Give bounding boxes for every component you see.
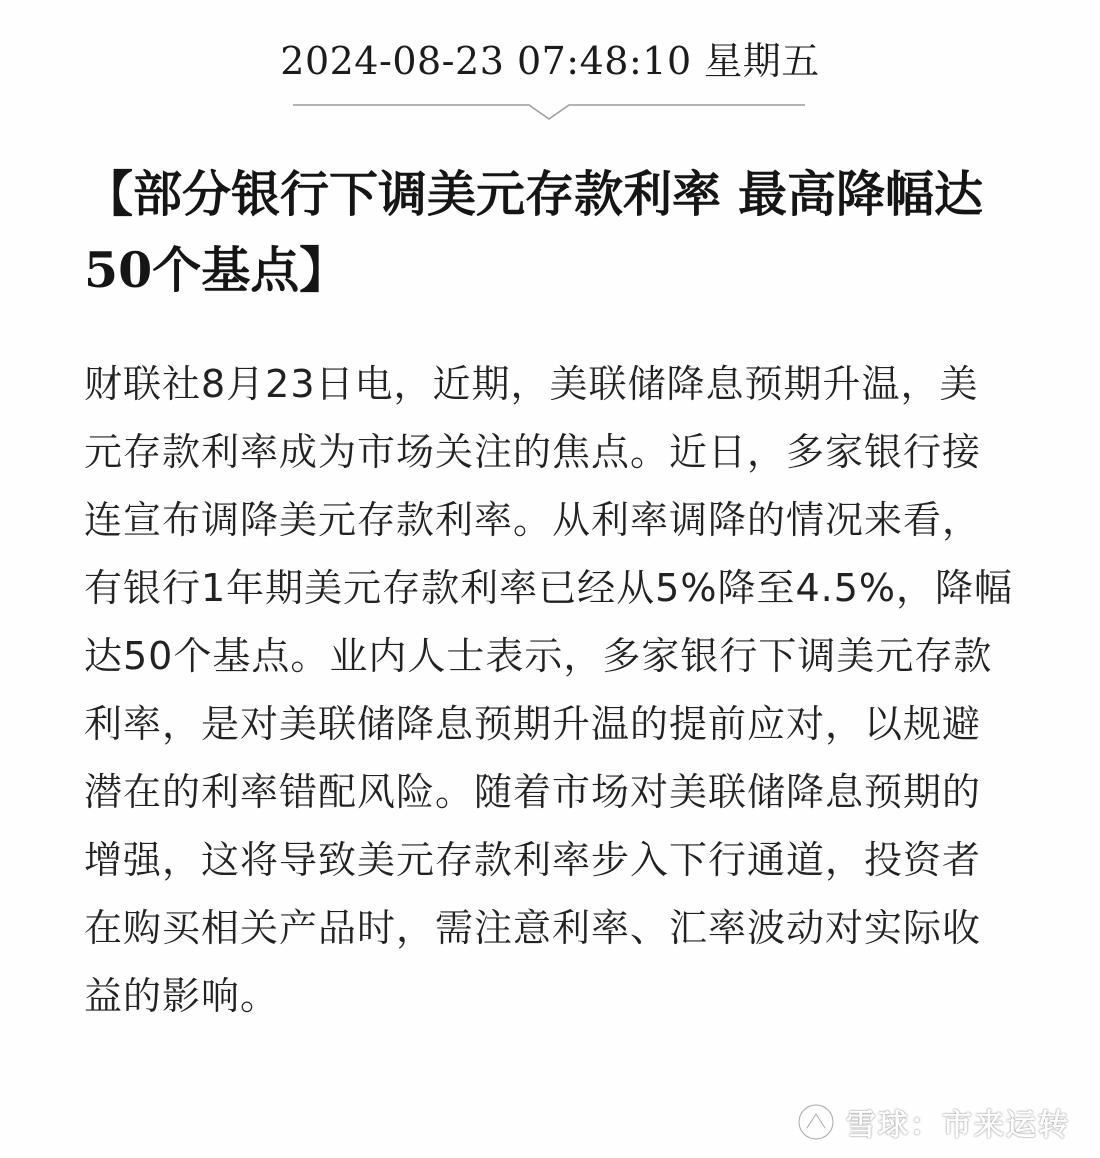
divider-with-notch [293,104,805,122]
article-headline: 【部分银行下调美元存款利率 最高降幅达50个基点】 [84,165,984,299]
watermark-text: 雪球：市来运转 [846,1108,1070,1143]
watermark [796,1100,1070,1144]
article-timestamp: 2024-08-23 07:48:10 星期五 [280,39,820,83]
article-body: 财联社8月23日电，近期，美联储降息预期升温，美元存款利率成为市场关注的焦点。近日，多家银行接连宣布调降美元存款利率。从利率调降的情况来看，有银行1年期美元存款利率已经从5%降至4.5%，降幅达50个基点。业内人士表示，多家银行下调美元存款利率，是对美联储降息预期升温的提前应对，以规避潜在的利率错配风险。随着市场对美联储降息预期的增强，这将导致美元存款利率步入下行通道，投资者在购买相关产品时，需注意利率、汇率波动对实际收益的影响。 [84,362,1014,1018]
xueqiu-logo-icon [796,1102,836,1142]
